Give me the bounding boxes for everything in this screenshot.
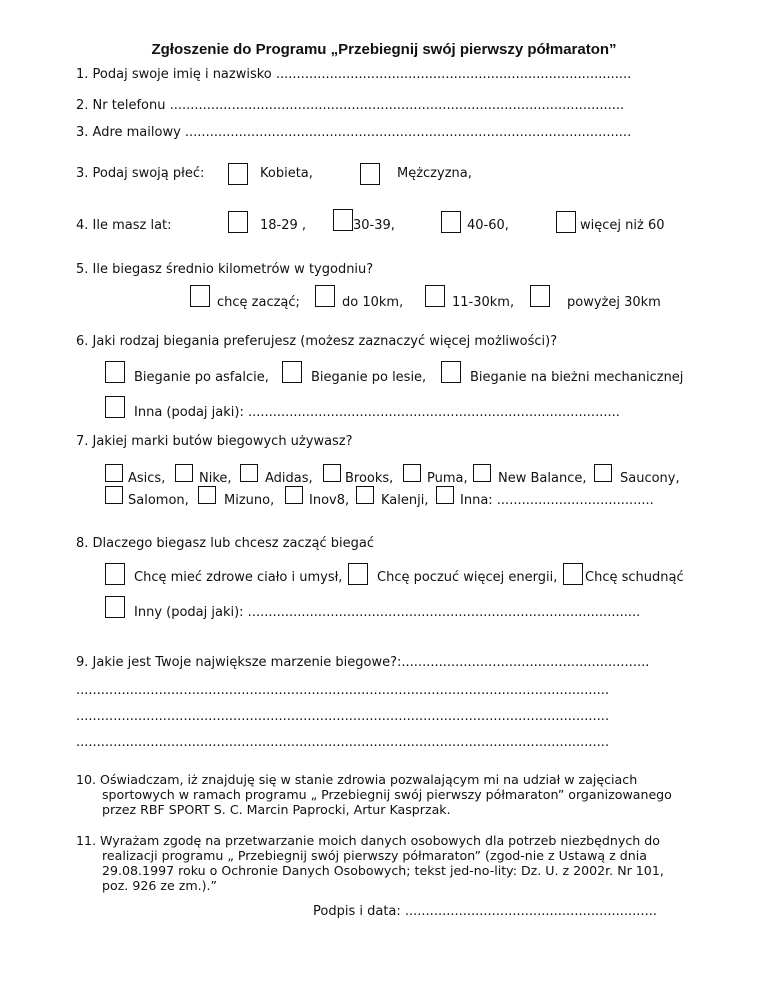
mizuno-checkbox[interactable] xyxy=(198,486,216,504)
new-balance-label: New Balance, xyxy=(498,471,587,486)
saucony-checkbox[interactable] xyxy=(594,464,612,482)
asics-label: Asics, xyxy=(128,471,166,486)
age-40-60-label: 40-60, xyxy=(467,218,509,233)
declaration-line-1: 10. Oświadczam, iż znajduję się w stanie zdrowia pozwalającym mi na udział w zajęciach xyxy=(76,772,638,787)
running-type-question: 6. Jaki rodzaj biegania preferujesz (możesz zaznaczyć więcej możliwości)? xyxy=(76,334,558,349)
gender-male-checkbox[interactable] xyxy=(360,163,380,185)
healthy-label: Chcę mieć zdrowe ciało i umysł, xyxy=(134,570,343,585)
dream-question[interactable]: 9. Jakie jest Twoje największe marzenie biegowe?:............................................................ xyxy=(76,655,650,670)
km-11-30-checkbox[interactable] xyxy=(425,285,445,307)
healthy-checkbox[interactable] xyxy=(105,563,125,585)
energy-checkbox[interactable] xyxy=(348,563,368,585)
gender-male-label: Mężczyzna, xyxy=(397,166,472,181)
declaration-line-3: przez RBF SPORT S. C. Marcin Paprocki, Artur Kasprzak. xyxy=(102,802,451,817)
nike-label: Nike, xyxy=(199,471,232,486)
kalenji-label: Kalenji, xyxy=(381,493,429,508)
age-label: 4. Ile masz lat: xyxy=(76,218,172,233)
declaration-line-2: sportowych w ramach programu „ Przebiegnij swój pierwszy półmaraton” organizowanego xyxy=(102,787,672,802)
lose-weight-label: Chcę schudnąć xyxy=(585,570,684,585)
form-title: Zgłoszenie do Programu „Przebiegnij swój pierwszy półmaraton” xyxy=(151,41,617,58)
km-start-checkbox[interactable] xyxy=(190,285,210,307)
energy-label: Chcę poczuć więcej energii, xyxy=(377,570,558,585)
forest-checkbox[interactable] xyxy=(282,361,302,383)
adidas-label: Adidas, xyxy=(265,471,313,486)
salomon-checkbox[interactable] xyxy=(105,486,123,504)
brooks-checkbox[interactable] xyxy=(323,464,341,482)
other-running-field[interactable]: Inna (podaj jaki): .......................................................................................... xyxy=(134,405,620,420)
dream-line-1[interactable]: ................................................................................................................................. xyxy=(76,683,610,698)
asphalt-checkbox[interactable] xyxy=(105,361,125,383)
other-brand-checkbox[interactable] xyxy=(436,486,454,504)
age-60plus-checkbox[interactable] xyxy=(556,211,576,233)
km-10-label: do 10km, xyxy=(342,295,404,310)
other-reason-checkbox[interactable] xyxy=(105,596,125,618)
puma-checkbox[interactable] xyxy=(403,464,421,482)
name-field[interactable]: 1. Podaj swoje imię i nazwisko ...................................................................................... xyxy=(76,67,632,82)
asphalt-label: Bieganie po asfalcie, xyxy=(134,370,269,385)
other-brand-field[interactable]: Inna: ...................................... xyxy=(460,493,654,508)
treadmill-checkbox[interactable] xyxy=(441,361,461,383)
treadmill-label: Bieganie na bieżni mechanicznej xyxy=(470,370,684,385)
km-11-30-label: 11-30km, xyxy=(452,295,515,310)
motivation-question: 8. Dlaczego biegasz lub chcesz zacząć biegać xyxy=(76,536,374,551)
signature-field[interactable]: Podpis i data: ............................................................. xyxy=(313,904,657,919)
dream-line-3[interactable]: ................................................................................................................................. xyxy=(76,735,610,750)
lose-weight-checkbox[interactable] xyxy=(563,563,583,585)
nike-checkbox[interactable] xyxy=(175,464,193,482)
other-reason-field[interactable]: Inny (podaj jaki): ............................................................................................... xyxy=(134,605,641,620)
consent-line-2: realizacji programu „ Przebiegnij swój pierwszy półmaraton” (zgod-nie z Ustawą z dnia xyxy=(102,848,647,863)
forest-label: Bieganie po lesie, xyxy=(311,370,427,385)
age-18-29-checkbox[interactable] xyxy=(228,211,248,233)
km-10-checkbox[interactable] xyxy=(315,285,335,307)
dream-line-2[interactable]: ................................................................................................................................. xyxy=(76,709,610,724)
age-18-29-label: 18-29 , xyxy=(260,218,307,233)
salomon-label: Salomon, xyxy=(128,493,189,508)
consent-line-4: poz. 926 ze zm.).” xyxy=(102,878,218,893)
other-running-checkbox[interactable] xyxy=(105,396,125,418)
mizuno-label: Mizuno, xyxy=(224,493,275,508)
saucony-label: Saucony, xyxy=(620,471,680,486)
km-question: 5. Ile biegasz średnio kilometrów w tygodniu? xyxy=(76,262,374,277)
gender-label: 3. Podaj swoją płeć: xyxy=(76,166,205,181)
age-40-60-checkbox[interactable] xyxy=(441,211,461,233)
km-30plus-label: powyżej 30km xyxy=(567,295,661,310)
consent-line-3: 29.08.1997 roku o Ochronie Danych Osobowych; tekst jed-no-lity: Dz. U. z 2002r. Nr 101, xyxy=(102,863,664,878)
consent-line-1: 11. Wyrażam zgodę na przetwarzanie moich danych osobowych dla potrzeb niezbędnych do xyxy=(76,833,660,848)
adidas-checkbox[interactable] xyxy=(240,464,258,482)
email-field[interactable]: 3. Adre mailowy ............................................................................................................ xyxy=(76,125,632,140)
age-30-39-label: 30-39, xyxy=(353,218,395,233)
age-60plus-label: więcej niż 60 xyxy=(580,218,665,233)
km-30plus-checkbox[interactable] xyxy=(530,285,550,307)
kalenji-checkbox[interactable] xyxy=(356,486,374,504)
km-start-label: chcę zacząć; xyxy=(217,295,300,310)
new-balance-checkbox[interactable] xyxy=(473,464,491,482)
puma-label: Puma, xyxy=(427,471,468,486)
inov8-label: Inov8, xyxy=(309,493,350,508)
gender-female-label: Kobieta, xyxy=(260,166,313,181)
inov8-checkbox[interactable] xyxy=(285,486,303,504)
age-30-39-checkbox[interactable] xyxy=(333,209,353,231)
shoes-question: 7. Jakiej marki butów biegowych używasz? xyxy=(76,434,353,449)
phone-field[interactable]: 2. Nr telefonu .............................................................................................................. xyxy=(76,98,625,113)
asics-checkbox[interactable] xyxy=(105,464,123,482)
brooks-label: Brooks, xyxy=(345,471,394,486)
gender-female-checkbox[interactable] xyxy=(228,163,248,185)
